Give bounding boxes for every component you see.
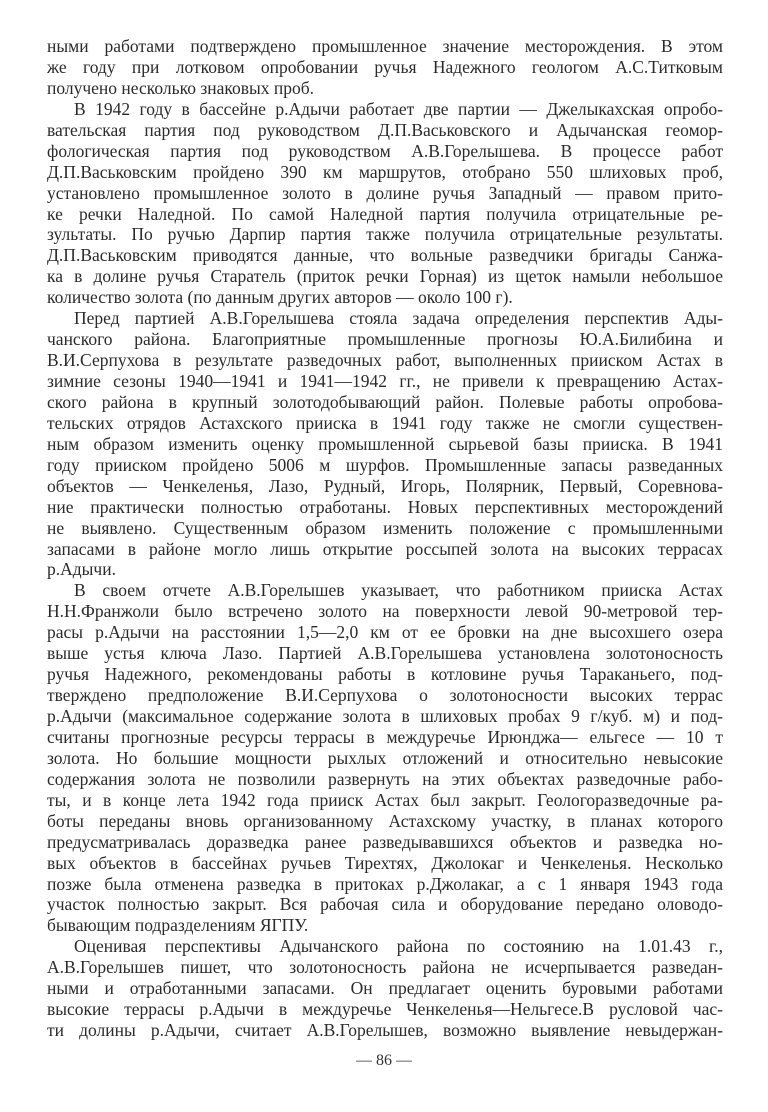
text-line: вательская партия под руководством Д.П.Васьковского и Адычанская геомор- [47,119,723,140]
text-line: вых объектов в бассейнах ручьев Тирехтях, Джолокаг и Ченкеленья. Несколько [47,852,723,873]
text-line: ка в долине ручья Старатель (приток речки Горная) из щеток намыли небольшое [47,266,723,287]
text-line: зимние сезоны 1940—1941 и 1941—1942 гг., не привели к превращению Астах- [47,371,723,391]
text-line: выше устья ключа Лазо. Партией А.В.Горелышева установлена золотоносность [47,643,723,664]
text-line: В 1942 году в бассейне р.Адычи работает две партии — Джелыкахская опробо- [74,98,723,119]
text-line: ными работами подтверждено промышленное значение месторождения. В этом [47,36,723,56]
text-line: золота. Но большие мощности рыхлых отложений и относительно невысокие [47,747,723,768]
text-line: получено несколько знаковых проб. [47,77,315,98]
text-line: В своем отчете А.В.Горелышев указывает, что работником прииска Астах [74,580,723,601]
text-line: же году при лотковом опробовании ручья Надежного геологом А.С.Титковым [47,56,723,77]
text-line: В.И.Серпухова в результате разведочных работ, выполненных прииском Астах в [47,350,723,371]
text-line: запасами в районе могло лишь открытие россыпей золота на высоких террасах [47,538,723,559]
text-line: ского района в крупный золотодобывающий район. Полевые работы опробова- [47,391,723,412]
text-line: ти долины р.Адычи, считает А.В.Горелышев, возможно выявление невыдержан- [47,1020,723,1041]
text-line: считаны прогнозные ресурсы террасы в междуречье Ирюнджа— ельгесе — 10 т [47,726,723,747]
text-line: ным образом изменить оценку промышленной сырьевой базы прииска. В 1941 [47,433,723,454]
text-line: установлено промышленное золото в долине ручья Западный — правом прито- [47,182,723,203]
text-line: Оценивая перспективы Адычанского района по состоянию на 1.01.43 г., [74,936,723,957]
text-line: ручья Надежного, рекомендованы работы в котловине ручья Тараканьего, под- [47,664,723,685]
text-line: боты переданы вновь организованному Астахскому участку, в планах которого [47,810,723,831]
text-line: участок полностью закрыт. Вся рабочая сила и оборудование передано оловодо- [47,894,723,915]
text-line: предусматривалась доразведка ранее разведывавшихся объектов и разведка но- [47,831,723,852]
text-line: р.Адычи. [47,559,116,580]
text-line: фологическая партия под руководством А.В.Горелышева. В процессе работ [47,140,723,161]
paragraph [47,580,723,936]
text-line: ние практически полностью отработаны. Новых перспективных месторождений [47,496,723,517]
text-line: году прииском пройдено 5006 м шурфов. Промышленные запасы разведанных [47,454,723,475]
text-line: Д.П.Васьковским приводятся данные, что вольные разведчики бригады Санжа- [47,245,723,266]
text-line: А.В.Горелышев пишет, что золотоносность района не исчерпывается разведан- [47,957,723,978]
text-line: расы р.Адычи на расстоянии 1,5—2,0 км от ее бровки на дне высохшего озера [47,622,723,643]
text-line: тельских отрядов Астахского прииска в 1941 году также не смогли существен- [47,412,723,433]
text-line: позже была отменена разведка в притоках р.Джолакаг, а с 1 января 1943 года [47,873,723,894]
paragraph [47,936,723,1041]
text-line: Н.Н.Франжоли было встречено золото на поверхности левой 90-метровой тер- [47,601,723,622]
text-line: ными и отработанными запасами. Он предлагает оценить буровыми работами [47,978,723,999]
text-line: чанского района. Благоприятные промышленные прогнозы Ю.А.Билибина и [47,329,723,350]
paragraph [47,36,723,99]
text-line: тверждено предположение В.И.Серпухова о золотоносности высоких террас [47,685,723,706]
text-line: р.Адычи (максимальное содержание золота в шлиховых пробах 9 г/куб. м) и под- [47,706,723,726]
page-number: — 86 — [356,1052,412,1069]
text-line: объектов — Ченкеленья, Лазо, Рудный, Игорь, Полярник, Первый, Соревнова- [47,475,723,496]
text-line: ты, и в конце лета 1942 года прииск Астах был закрыт. Геологоразведочные ра- [47,789,723,810]
text-line: количество золота (по данным других авторов — около 100 г). [47,287,513,308]
text-line: Перед партией А.В.Горелышева стояла задача определения перспектив Ады- [74,308,723,329]
text-line: содержания золота не позволили развернуть на этих объектах разведочные рабо- [47,768,723,789]
text-line: не выявлено. Существенным образом изменить положение с промышленными [47,517,723,538]
text-line: высокие террасы р.Адычи в междуречье Ченкеленья—Нельгесе.В русловой час- [47,999,723,1020]
text-line: бывающим подразделениям ЯГПУ. [47,915,309,936]
paragraph [47,99,723,308]
document-body [47,36,723,1041]
text-line: зультаты. По ручью Дарпир партия также получила отрицательные результаты. [47,224,723,245]
text-line: ке речки Наледной. По самой Наледной партия получила отрицательные ре- [47,203,723,224]
paragraph [47,308,723,580]
text-line: Д.П.Васьковским пройдено 390 км маршрутов, отобрано 550 шлиховых проб, [47,161,723,182]
